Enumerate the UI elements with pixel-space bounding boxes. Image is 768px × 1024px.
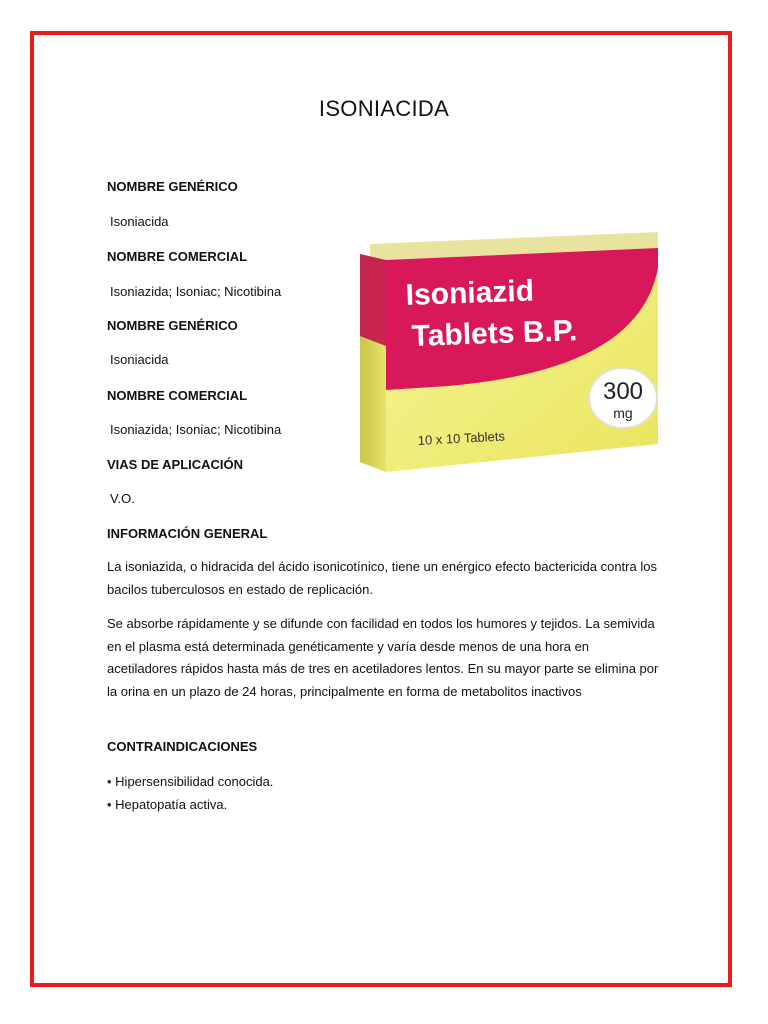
heading-commercial-name: NOMBRE COMERCIAL [107, 249, 248, 264]
product-name-line-2: Tablets B.P. [411, 314, 578, 353]
heading-generic-name: NOMBRE GENÉRICO [107, 179, 238, 194]
list-item: • Hipersensibilidad conocida. [107, 774, 274, 789]
heading-generic-name-2: NOMBRE GENÉRICO [107, 318, 238, 333]
route-value: V.O. [110, 491, 135, 506]
dose-value: 300 [602, 378, 644, 405]
heading-general-info: INFORMACIÓN GENERAL [107, 526, 268, 541]
product-box-image [358, 226, 663, 478]
list-item: • Hepatopatía activa. [107, 796, 228, 812]
heading-commercial-name-2: NOMBRE COMERCIAL [107, 388, 248, 403]
pack-count: 10 x 10 Tablets [417, 428, 506, 448]
generic-name-value: Isoniacida [110, 214, 169, 229]
heading-route: VIAS DE APLICACIÓN [107, 457, 244, 472]
dose-unit: mg [613, 405, 633, 421]
commercial-name-value: Isoniazida; Isoniac; Nicotibina [110, 284, 282, 299]
general-info-paragraph-2: Se absorbe rápidamente y se difunde con facilidad en todos los humores y tejidos. La semivida en el plasma está determinada genéticamente y varía desde menos de una hora en acetiladores rápidos hasta más de tres en acetiladores lentos. En su mayor parte se elimina por la orina en un plazo de 24 horas, principalmente en forma de metabolitos inactivos [107, 616, 659, 699]
page-border [30, 31, 732, 987]
general-info-paragraph-1: La isoniazida, o hidracida del ácido isonicotínico, tiene un enérgico efecto bactericida contra los bacilos tuberculosos en estado de replicación. [107, 559, 657, 597]
page-title: ISONIACIDA [318, 96, 450, 121]
product-name-line-1: Isoniazid [405, 274, 535, 312]
generic-name-value-2: Isoniacida [110, 352, 169, 367]
commercial-name-value-2: Isoniazida; Isoniac; Nicotibina [110, 422, 282, 437]
contraindications-list [107, 771, 273, 816]
heading-contraindications: CONTRAINDICACIONES [107, 739, 258, 754]
